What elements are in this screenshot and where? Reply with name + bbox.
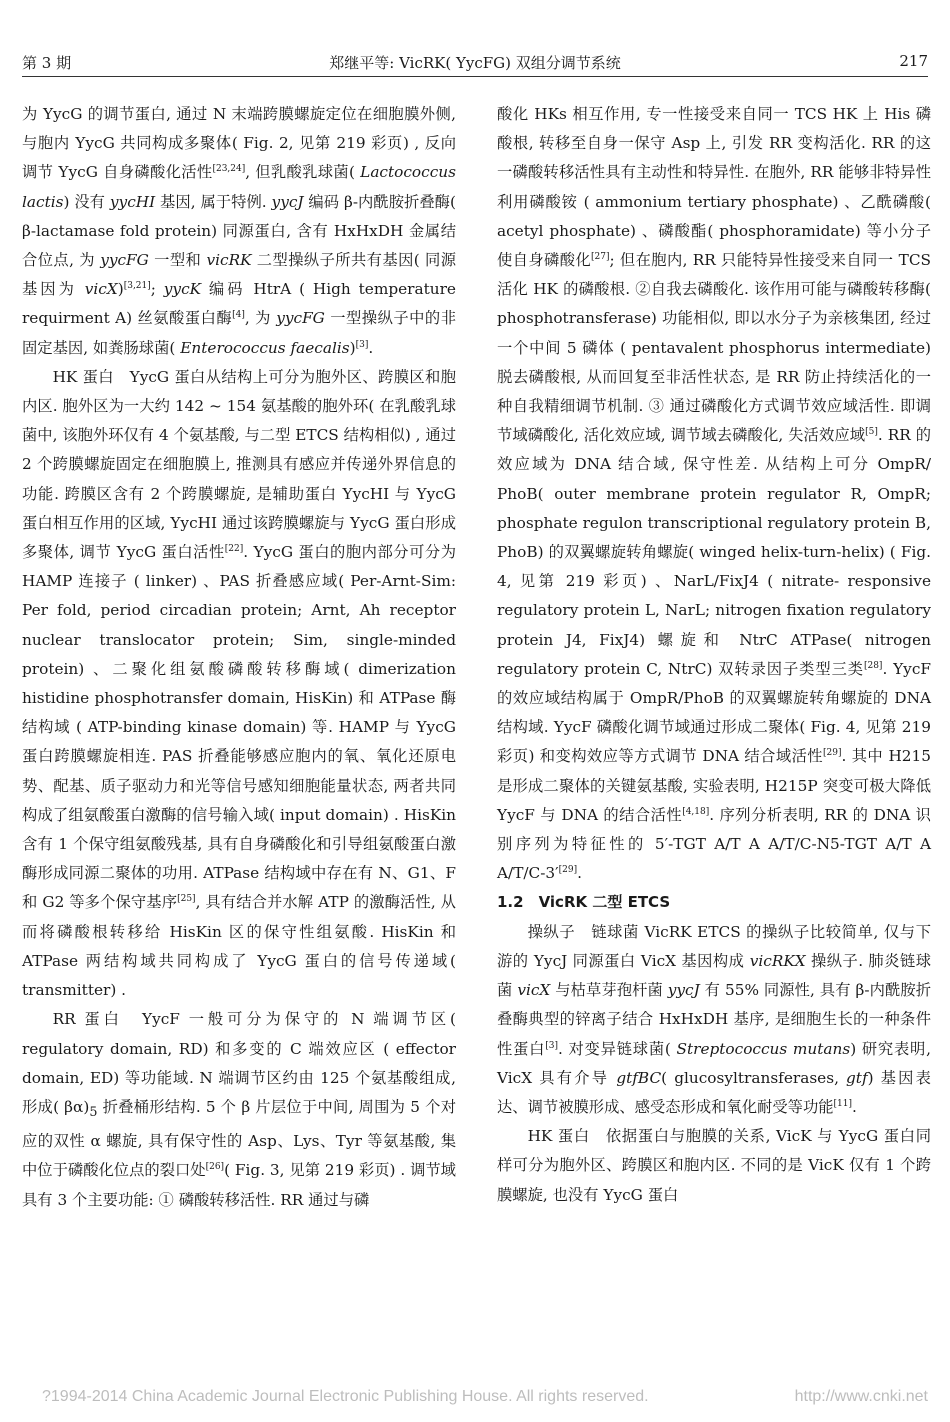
copyright-watermark: ?1994-2014 China Academic Journal Electronic Publishing House. All rights reserved. xyxy=(42,1388,649,1405)
running-title: 郑继平等: VicRK( YycFG) 双组分调节系统 xyxy=(329,54,621,72)
page-number: 217 xyxy=(899,52,928,70)
right-text-column xyxy=(497,100,931,1210)
issue-number: 第 3 期 xyxy=(22,54,72,72)
section-heading: 1.2 VicRK 二型 ETCS xyxy=(497,893,671,912)
paragraph: 为 YycG 的调节蛋白, 通过 N 末端跨膜螺旋定位在细胞膜外侧, 与胞内 YycG 共同构成多聚体( Fig. 2, 见第 219 彩页) , 反向调节 YycG 自身磷酸化活性[23,24], 但乳酸乳球菌( Lactococcus lactis) 没有 yycHI 基因, 属于特例. yycJ 编码 β-内酰胺折叠酶( β-lactamase fold protein) 同源蛋白, 含有 HxHxDH 金属结合位点, 为 yycFG 一型和 vicRK 二型操纵子所共有基因( 同源基因为 vicX)[3,21]; yycK 编码 HtrA ( High temperature requirment A) 丝氨酸蛋白酶[4], 为 yycFG 一型操纵子中的非固定基因, 如粪肠球菌( Enterococcus faecalis)[3]. xyxy=(22,105,456,357)
paragraph: HK 蛋白 依据蛋白与胞膜的关系, VicK 与 YycG 蛋白同样可分为胞外区、跨膜区和胞内区. 不同的是 VicK 仅有 1 个跨膜螺旋, 也没有 YycG 蛋白 xyxy=(497,1127,931,1204)
paragraph: HK 蛋白 YycG 蛋白从结构上可分为胞外区、跨膜区和胞内区. 胞外区为一大约 142 ~ 154 氨基酸的胞外环( 在乳酸乳球菌中, 该胞外环仅有 4 个氨基酸, 与二型 ETCS 结构相似) , 通过 2 个跨膜螺旋固定在细胞膜上, 推测具有感应并传递外界信息的功能. 跨膜区含有 2 个跨膜螺旋, 是辅助蛋白 YycHI 与 YycG 蛋白相互作用的区域, YycHI 通过该跨膜螺旋与 YycG 蛋白形成多聚体, 调节 YycG 蛋白活性[22]. YycG 蛋白的胞内部分可分为 HAMP 连接子 ( linker) 、PAS 折叠感应域( Per-Arnt-Sim: Per fold, period circadian protein; Arnt, Ah receptor nuclear translocator protein; Sim, single-minded protein) 、二聚化组氨酸磷酸转移酶域( dimerization histidine phosphotransfer domain, HisKin) 和 ATPase 酶结构域 ( ATP-binding kinase domain) 等. HAMP 与 YycG 蛋白跨膜螺旋相连. PAS 折叠能够感应胞内的氧、氧化还原电势、配基、质子驱动力和光等信号感知细胞能量状态, 两者共同构成了组氨酸蛋白激酶的信号输入域( input domain) . HisKin 含有 1 个保守组氨酸残基, 具有自身磷酸化和引导组氨酸蛋白激酶形成同源二聚体的功用. ATPase 结构域中存在有 N、G1、F 和 G2 等多个保守基序[25], 具有结合并水解 ATP 的激酶活性, 从而将磷酸根转移给 HisKin 区的保守性组氨酸. HisKin 和 ATPase 两结构域共同构成了 YycG 蛋白的信号传递域( transmitter) . xyxy=(22,367,456,1000)
left-text-column xyxy=(22,100,456,1215)
cnki-url-watermark: http://www.cnki.net xyxy=(794,1388,928,1405)
running-header xyxy=(22,48,928,77)
paragraph: 酸化 HKs 相互作用, 专一性接受来自同一 TCS HK 上 His 磷酸根, 转移至自身一保守 Asp 上, 引发 RR 变构活化. RR 的这一磷酸转移活性具有主动性和特异性. 在胞外, RR 能够非特异性利用磷酸铵 ( ammonium tertiary phosphate) 、乙酰磷酸( acetyl phosphate) 、磷酸酯( phosphoramidate) 等小分子使自身磷酸化[27]; 但在胞内, RR 只能特异性接受来自同一 TCS 活化 HK 的磷酸根. ②自我去磷酸化. 该作用可能与磷酸转移酶( phosphotransferase) 功能相似, 即以水分子为亲核集团, 经过一个中间 5 磷体 ( pentavalent phosphorus intermediate) 脱去磷酸根, 从而回复至非活性状态, 是 RR 防止持续活化的一种自我精细调节机制. ③ 通过磷酸化方式调节效应域活性. 即调节域磷酸化, 活化效应域, 调节域去磷酸化, 失活效应域[5]. RR 的效应域为 DNA 结合域, 保守性差. 从结构上可分 OmpR/ PhoB( outer membrane protein regulator R, OmpR; phosphate regulon transcriptional regulatory protein B, PhoB) 的双翼螺旋转角螺旋( winged helix-turn-helix) ( Fig. 4, 见第 219 彩页) 、NarL/FixJ4 ( nitrate- responsive regulatory protein L, NarL; nitrogen fixation regulatory protein J4, FixJ4) 螺旋和 NtrC ATPase( nitrogen regulatory protein C, NtrC) 双转录因子类型三类[28]. YycF 的效应域结构属于 OmpR/PhoB 的双翼螺旋转角螺旋的 DNA 结构域. YycF 磷酸化调节域通过形成二聚体( Fig. 4, 见第 219 彩页) 和变构效应等方式调节 DNA 结合域活性[29]. 其中 H215 是形成二聚体的关键氨基酸, 实验表明, H215P 突变可极大降低 YycF 与 DNA 的结合活性[4,18]. 序列分析表明, RR 的 DNA 识别序列为特征性的 5′-TGT A/T A A/T/C-N5-TGT A/T A A/T/C-3′[29]. xyxy=(497,105,931,883)
paragraph: RR 蛋白 YycF 一般可分为保守的 N 端调节区( regulatory domain, RD) 和多变的 C 端效应区 ( effector domain, ED) 等功能域. N 端调节区约由 125 个氨基酸组成, 形成( $\beta\alpha)_5$ 折叠桶形结构. 5 个 β 片层位于中间, 周围为 5 个对应的双性 α 螺旋, 具有保守性的 Asp、Lys、Tyr 等氨基酸, 集中位于磷酸化位点的裂口处[26]( Fig. 3, 见第 219 彩页) . 调节域具有 3 个主要功能: ① 磷酸转移活性. RR 通过与磷 xyxy=(22,1010,456,1209)
paragraph: 操纵子 链球菌 VicRK ETCS 的操纵子比较简单, 仅与下游的 YycJ 同源蛋白 VicX 基因构成 vicRKX 操纵子. 肺炎链球菌 vicX 与枯草芽孢杆菌 yycJ 有 55% 同源性, 具有 β-内酰胺折叠酶典型的锌离子结合 HxHxDH 基序, 是细胞生长的一种条件性蛋白[3]. 对变异链球菌( Streptococcus mutans) 研究表明, VicX 具有介导 gtfBC( glucosyltransferases, gtf) 基因表达、调节被膜形成、感受态形成和氧化耐受等功能[11]. xyxy=(497,922,931,1116)
